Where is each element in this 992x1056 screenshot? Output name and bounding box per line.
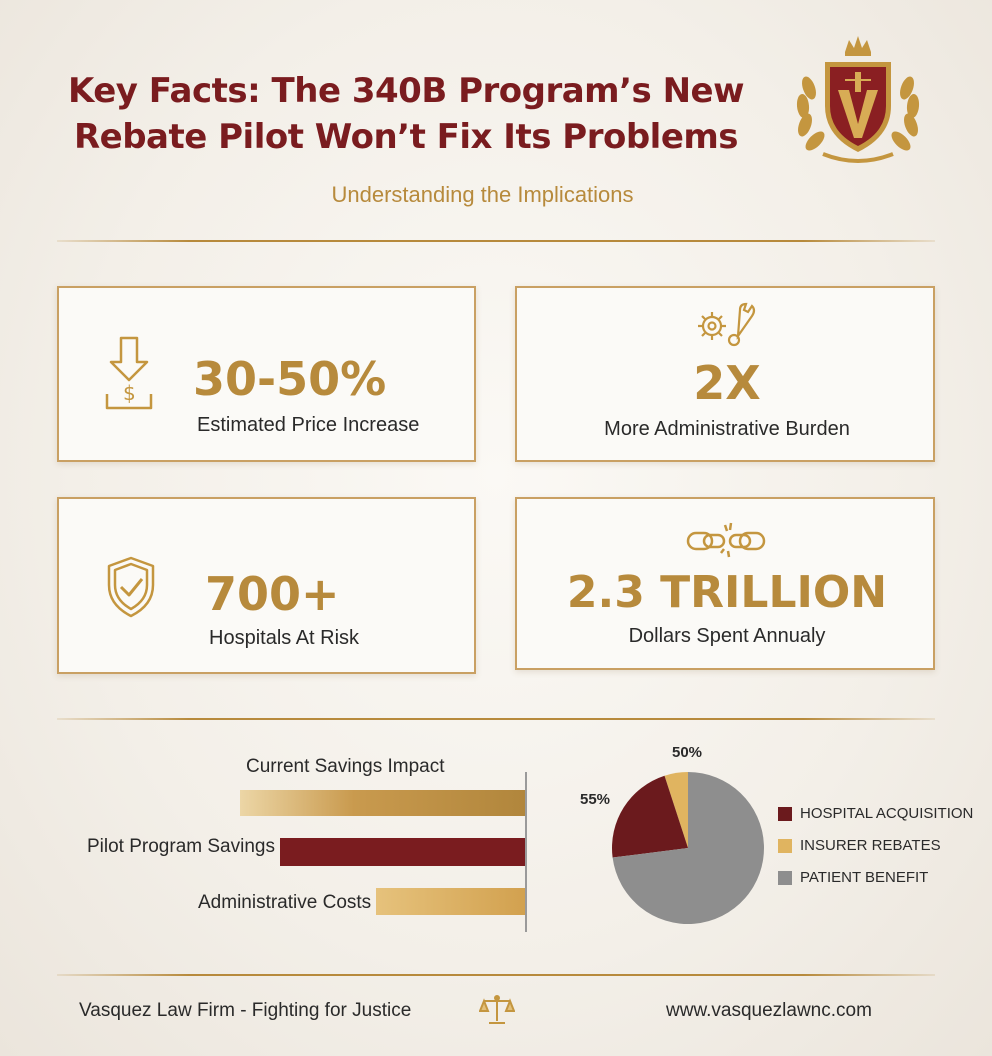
divider-top xyxy=(57,240,935,242)
subtitle: Understanding the Implications xyxy=(331,182,634,207)
page-title xyxy=(30,68,782,160)
divider-middle xyxy=(57,718,935,720)
svg-text:$: $ xyxy=(123,381,136,405)
stat-card-trillion-spent xyxy=(515,497,935,670)
legend-swatch-hospital xyxy=(778,807,792,821)
bar-admin-costs xyxy=(376,888,525,915)
legend-label: HOSPITAL ACQUISITION xyxy=(800,805,974,822)
footer-website[interactable]: www.vasquezlawnc.com xyxy=(666,1000,872,1021)
title-line-1: Key Facts: The 340B Program’s New xyxy=(67,71,745,111)
bar-label-current-savings: Current Savings Impact xyxy=(246,756,445,777)
bar-current-savings xyxy=(240,790,525,816)
stat-value: 2.3 TRILLION xyxy=(566,567,888,618)
bar-label-admin-costs: Administrative Costs xyxy=(198,892,372,913)
legend-swatch-insurer xyxy=(778,839,792,853)
divider-bottom xyxy=(57,974,935,976)
legend-hospital-acquisition xyxy=(778,805,973,822)
gears-wrench-icon xyxy=(694,302,760,355)
crest-shield-icon xyxy=(783,28,933,168)
legend-label: PATIENT BENEFIT xyxy=(800,869,929,886)
stat-card-price-increase xyxy=(57,286,476,462)
stat-card-admin-burden xyxy=(515,286,935,462)
bar-pilot-savings xyxy=(280,838,525,866)
savings-bar-chart xyxy=(0,740,560,940)
scales-of-justice-icon xyxy=(479,994,515,1031)
stat-label: Dollars Spent Annualy xyxy=(628,625,826,647)
legend-insurer-rebates xyxy=(778,837,941,854)
stat-label: Hospitals At Risk xyxy=(209,627,360,649)
stat-value: 2X xyxy=(693,356,761,410)
stat-label: More Administrative Burden xyxy=(604,418,850,440)
bar-label-pilot-savings: Pilot Program Savings xyxy=(87,836,275,857)
stat-card-hospitals-at-risk xyxy=(57,497,476,674)
stat-value: 30-50% xyxy=(193,352,387,406)
legend-patient-benefit xyxy=(778,869,928,886)
pie-annotation-55: 55% xyxy=(580,791,611,808)
legend-swatch-patient xyxy=(778,871,792,885)
stat-label: Estimated Price Increase xyxy=(197,414,420,436)
bar-axis-line xyxy=(525,772,527,932)
broken-chain-icon xyxy=(685,521,767,566)
stat-value: 700+ xyxy=(205,567,340,621)
price-down-arrow-dollar-icon xyxy=(103,334,155,417)
shield-check-icon xyxy=(105,555,157,624)
pie-chart xyxy=(610,770,766,926)
pie-annotation-50: 50% xyxy=(672,744,703,761)
footer-firm-name: Vasquez Law Firm - Fighting for Justice xyxy=(79,1000,412,1021)
title-line-2: Rebate Pilot Won’t Fix Its Problems xyxy=(73,117,739,157)
legend-label: INSURER REBATES xyxy=(800,837,941,854)
